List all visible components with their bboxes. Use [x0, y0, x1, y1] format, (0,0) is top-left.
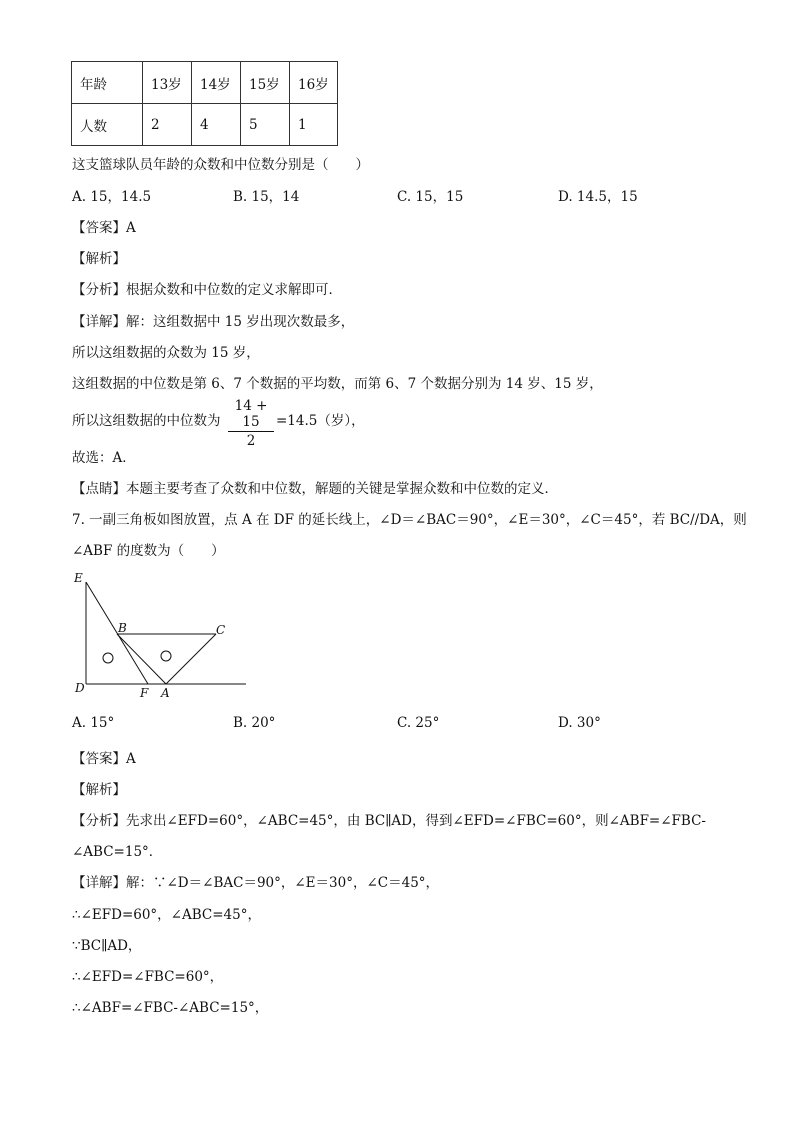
q7-option-c: C. 25°	[397, 715, 440, 731]
q7-step2: ∵BC∥AD，	[72, 938, 142, 954]
q7-option-a: A. 15°	[72, 715, 115, 731]
q7-answer: 【答案】A	[72, 751, 136, 767]
edge-ef	[86, 582, 148, 684]
q6-analysis-heading: 【解析】	[72, 251, 126, 267]
table-row	[72, 62, 338, 104]
q7-xiangjie: 【详解】解：∵∠D＝∠BAC＝90°，∠E＝30°，∠C＝45°，	[72, 875, 440, 891]
table-cell: 15岁	[241, 62, 290, 104]
q7-step3: ∴∠EFD=∠FBC=60°，	[72, 969, 224, 985]
age-count-table	[71, 61, 338, 146]
q6-option-d: D. 14.5，15	[558, 189, 638, 205]
q6-option-b: B. 15，14	[233, 189, 300, 205]
q6-choose: 故选：A．	[72, 450, 136, 466]
q7-analysis-heading: 【解析】	[72, 782, 126, 798]
q6-answer: 【答案】A	[72, 220, 136, 236]
q6-line2: 这组数据的中位数是第 6、7 个数据的平均数，而第 6、7 个数据分别为 14 岁、15 岁，	[72, 376, 603, 392]
q7-step4: ∴∠ABF=∠FBC-∠ABC=15°，	[72, 1000, 269, 1016]
table-cell: 4	[192, 104, 241, 146]
table-row	[72, 104, 338, 146]
q6-line3-post: =14.5（岁），	[276, 413, 365, 429]
label-e: E	[74, 571, 83, 585]
edge-ca	[166, 634, 216, 684]
table-cell: 年龄	[72, 62, 143, 104]
triangle-set-figure	[70, 568, 250, 700]
q6-option-c: C. 15，15	[397, 189, 464, 205]
q6-line1: 所以这组数据的众数为 15 岁，	[72, 345, 260, 361]
table-cell: 2	[143, 104, 192, 146]
label-f: F	[140, 686, 149, 700]
q7-fenxi-line2: ∠ABC=15°．	[72, 844, 163, 860]
q6-option-a: A. 15，14.5	[72, 189, 152, 205]
q7-fenxi-line1: 【分析】先求出∠EFD=60°，∠ABC=45°，由 BC∥AD，得到∠EFD=∠FBC=60°，则∠ABF=∠FBC-	[72, 813, 706, 829]
table-cell: 人数	[72, 104, 143, 146]
fraction-numerator: 14 + 15	[234, 398, 268, 430]
table-cell: 16岁	[290, 62, 338, 104]
q6-xiangjie: 【详解】解：这组数据中 15 岁出现次数最多，	[72, 314, 355, 330]
fraction-denominator: 2	[246, 433, 256, 449]
table-cell: 14岁	[192, 62, 241, 104]
q7-question-line1: 7. 一副三角板如图放置，点 A 在 DF 的延长线上，∠D＝∠BAC＝90°，∠E＝30°，∠C＝45°，若 BC//DA，则	[72, 512, 747, 528]
label-a: A	[161, 686, 170, 700]
q7-option-b: B. 20°	[233, 715, 276, 731]
label-d: D	[75, 681, 85, 695]
fraction-bar	[228, 431, 274, 432]
table-cell: 5	[241, 104, 290, 146]
q7-question-line2: ∠ABF 的度数为（ ）	[72, 543, 225, 559]
q7-step1: ∴∠EFD=60°，∠ABC=45°，	[72, 907, 261, 923]
q6-dianjing: 【点睛】本题主要考查了众数和中位数，解题的关键是掌握众数和中位数的定义．	[72, 481, 558, 497]
label-c: C	[216, 623, 226, 637]
label-b: B	[118, 621, 127, 635]
triangle-hole-left	[103, 653, 113, 663]
q6-question: 这支篮球队员年龄的众数和中位数分别是（ ）	[72, 157, 369, 173]
q6-line3-pre: 所以这组数据的中位数为	[72, 413, 221, 429]
edge-ba	[117, 634, 166, 684]
median-fraction	[228, 398, 274, 449]
q6-fenxi: 【分析】根据众数和中位数的定义求解即可．	[72, 282, 342, 298]
triangle-hole-right	[161, 651, 171, 661]
table-cell: 1	[290, 104, 338, 146]
table-cell: 13岁	[143, 62, 192, 104]
q7-option-d: D. 30°	[558, 715, 601, 731]
